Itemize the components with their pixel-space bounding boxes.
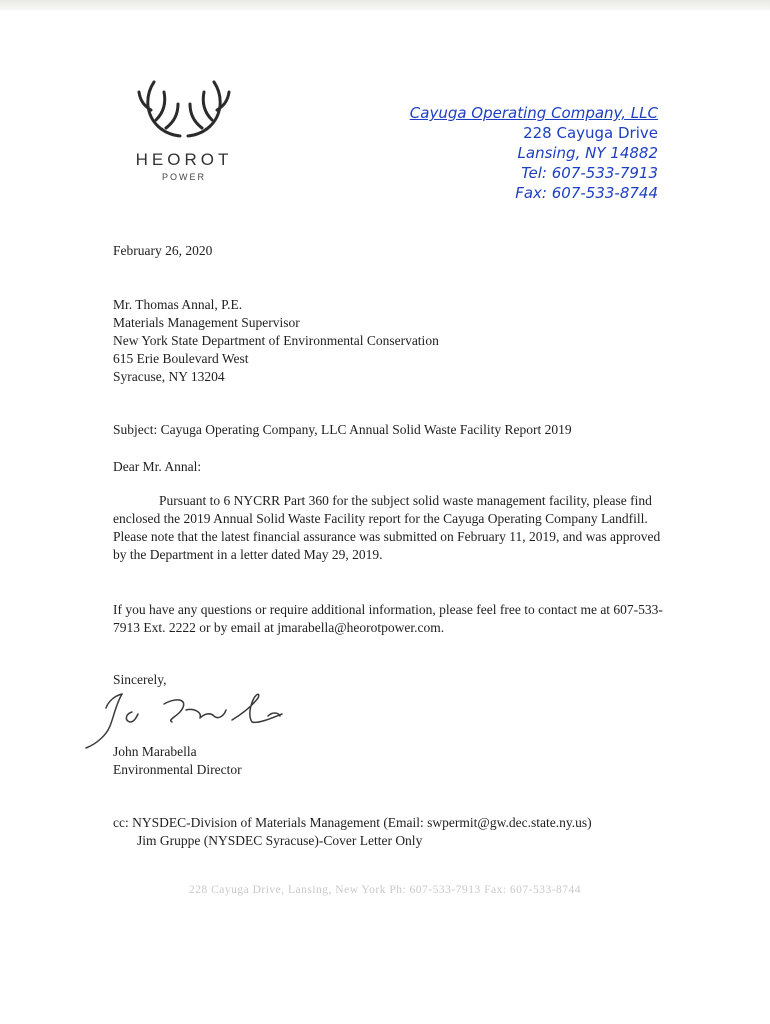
company-logo bbox=[128, 78, 240, 182]
signature-block bbox=[113, 743, 663, 779]
closing: Sincerely, bbox=[113, 672, 167, 687]
company-name: Cayuga Operating Company, LLC bbox=[409, 104, 658, 122]
signer-name: John Marabella bbox=[113, 744, 197, 759]
company-street: 228 Cayuga Drive bbox=[523, 124, 658, 142]
cc-line: cc: NYSDEC-Division of Materials Management (Email: swpermit@gw.dec.state.ny.us) bbox=[113, 815, 592, 830]
body-paragraph: If you have any questions or require additional information, please feel free to contact me at 607-533-7913 Ext. 2222 or by email at jmarabella@heorotpower.com. bbox=[113, 602, 663, 635]
recipient-line: Materials Management Supervisor bbox=[113, 315, 300, 330]
page-footer: 228 Cayuga Drive, Lansing, New York Ph: 607-533-7913 Fax: 607-533-8744 bbox=[188, 884, 582, 896]
recipient-line: Mr. Thomas Annal, P.E. bbox=[113, 297, 243, 312]
letter-date: February 26, 2020 bbox=[113, 243, 213, 258]
company-address-block bbox=[410, 103, 658, 203]
cc-line: Jim Gruppe (NYSDEC Syracuse)-Cover Letter Only bbox=[137, 833, 423, 848]
recipient-line: Syracuse, NY 13204 bbox=[113, 369, 225, 384]
cc-block bbox=[113, 814, 713, 850]
recipient-line: New York State Department of Environmental Conservation bbox=[113, 333, 439, 348]
recipient-line: 615 Erie Boulevard West bbox=[113, 351, 249, 366]
logo-wordmark: HEOROT bbox=[135, 150, 233, 169]
scan-edge bbox=[0, 0, 770, 10]
subject-line: Subject: Cayuga Operating Company, LLC Annual Solid Waste Facility Report 2019 bbox=[113, 422, 572, 437]
company-tel: Tel: 607-533-7913 bbox=[521, 164, 658, 182]
company-fax: Fax: 607-533-8744 bbox=[515, 184, 658, 202]
company-city: Lansing, NY 14882 bbox=[517, 144, 658, 162]
antlers-icon bbox=[136, 78, 232, 142]
logo-subtitle: POWER bbox=[161, 172, 206, 182]
signer-title: Environmental Director bbox=[113, 762, 242, 777]
salutation: Dear Mr. Annal: bbox=[113, 459, 202, 474]
handwritten-signature bbox=[82, 686, 312, 750]
body-paragraph: Pursuant to 6 NYCRR Part 360 for the subject solid waste management facility, please find enclosed the 2019 Annual Solid Waste Facility report for the Cayuga Operating Company Landfill. Please note that the latest financial assurance was submitted on February 11, 2019, and was approved by the Department in a letter dated May 29, 2019. bbox=[113, 493, 661, 562]
recipient-block bbox=[113, 296, 663, 386]
